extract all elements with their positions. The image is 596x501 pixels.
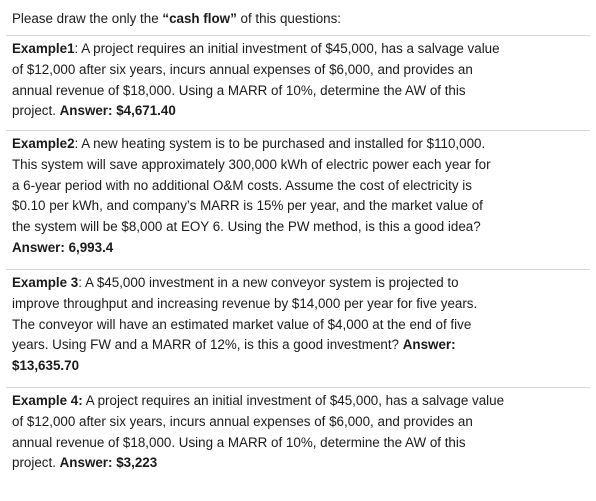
instruction-text xyxy=(12,9,341,29)
divider xyxy=(6,130,590,131)
example-4-label: Example 4: xyxy=(12,393,83,408)
instruction-suffix: of this questions: xyxy=(236,11,342,26)
example-4-line-4: project. Answer: $3,223 xyxy=(12,455,158,471)
example-4-answer-value: $3,223 xyxy=(112,455,158,471)
example-2-line-1: Example2: A new heating system is to be purchased and installed for $110,000. xyxy=(12,136,486,151)
example-1-line-4: project. Answer: $4,671.40 xyxy=(12,103,176,119)
example-1 xyxy=(12,39,586,122)
divider xyxy=(6,35,590,36)
example-2 xyxy=(12,134,586,259)
example-2-answer-value: 6,993.4 xyxy=(64,239,114,255)
example-1-label: Example1 xyxy=(12,41,75,56)
example-2-answer-label: Answer: xyxy=(12,239,65,255)
example-4-line-1: Example 4: A project requires an initial investment of $45,000, has a salvage value xyxy=(12,393,505,408)
example-3-answer-value: $13,635.70 xyxy=(12,358,80,374)
example-3-line-5 xyxy=(12,356,586,377)
example-2-line-2: This system will save approximately 300,000 kWh of electric power each year for xyxy=(12,156,491,172)
example-3-answer-label: Answer: xyxy=(402,337,456,353)
example-3-line-4: years. Using FW and a MARR of 12%, is this a good investment? Answer: xyxy=(12,337,456,353)
example-1-answer-label: Answer: xyxy=(59,103,113,119)
example-4-line-3: annual revenue of $18,000. Using a MARR of 10%, determine the AW of this xyxy=(12,434,466,450)
example-1-line-2: of $12,000 after six years, incurs annual expenses of $6,000, and provides an xyxy=(12,61,473,77)
example-3-label: Example 3 xyxy=(12,275,79,290)
example-2-line-6 xyxy=(12,238,586,259)
example-3-line-2: improve throughput and increasing revenue by $14,000 per year for five years. xyxy=(12,295,478,311)
example-1-line-1: Example1: A project requires an initial investment of $45,000, has a salvage value xyxy=(12,41,500,56)
example-3-line-3: The conveyor will have an estimated market value of $4,000 at the end of five xyxy=(12,316,472,332)
example-3 xyxy=(12,273,586,377)
example-2-label: Example2 xyxy=(12,136,75,151)
instruction-prefix: Please draw the only the xyxy=(12,11,163,26)
example-4-answer-label: Answer: xyxy=(59,455,113,471)
example-3-line-1: Example 3: A $45,000 investment in a new conveyor system is projected to xyxy=(12,275,459,290)
example-4-line-2: of $12,000 after six years, incurs annual expenses of $6,000, and provides an xyxy=(12,413,473,429)
divider xyxy=(6,387,590,388)
instruction-emphasis: “cash flow” xyxy=(162,11,237,26)
example-2-line-3: a 6-year period with no additional O&M costs. Assume the cost of electricity is xyxy=(12,177,472,193)
divider xyxy=(6,269,590,270)
example-2-line-4: $0.10 per kWh, and company’s MARR is 15% per year, and the market value of xyxy=(12,198,483,214)
example-1-line-3: annual revenue of $18,000. Using a MARR of 10%, determine the AW of this xyxy=(12,82,466,98)
example-1-answer-value: $4,671.40 xyxy=(112,103,176,119)
example-2-line-5: the system will be $8,000 at EOY 6. Using the PW method, is this a good idea? xyxy=(12,219,481,235)
example-4 xyxy=(12,391,586,474)
